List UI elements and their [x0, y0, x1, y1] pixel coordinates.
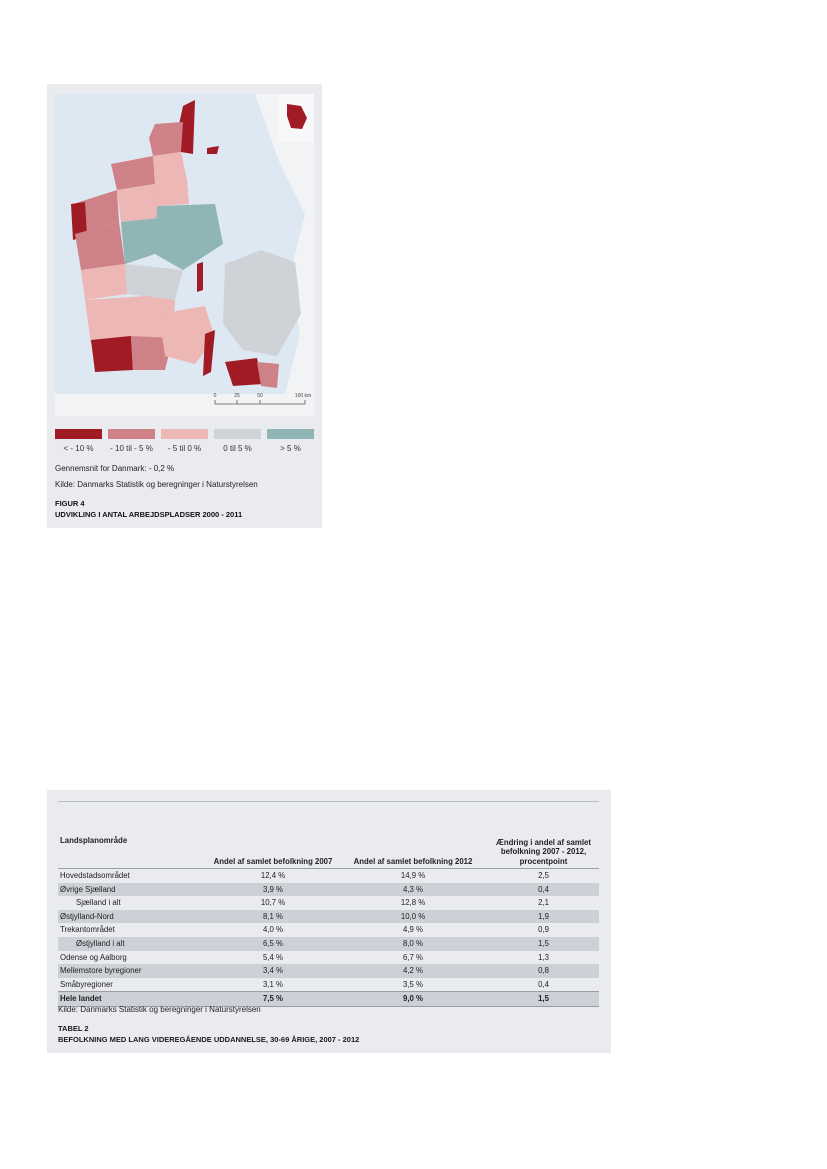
figure-source-note: Kilde: Danmarks Statistik og beregninger i Naturstyrelsen — [55, 480, 258, 489]
scale-label-0: 0 — [213, 393, 217, 399]
legend-label: - 5 til 0 % — [167, 444, 202, 453]
row-change: 1,5 — [488, 937, 599, 951]
row-2012: 4,2 % — [338, 964, 488, 978]
table-row — [58, 964, 599, 978]
col-header-2007: Andel af samlet befolkning 2007 — [208, 802, 338, 869]
denmark-map — [55, 94, 314, 416]
row-name: Hele landet — [58, 992, 208, 1007]
col-header-area: Landsplanområde — [58, 802, 208, 869]
row-name: Mellemstore byregioner — [58, 964, 208, 978]
row-2012: 10,0 % — [338, 910, 488, 924]
row-change: 0,8 — [488, 964, 599, 978]
row-2012: 6,7 % — [403, 952, 423, 962]
row-2012: 12,8 % — [400, 898, 426, 908]
legend-item — [161, 429, 208, 453]
row-2007: 4,0 % — [263, 925, 283, 935]
row-name: Trekantområdet — [60, 925, 115, 935]
row-name: Østjylland i alt — [58, 937, 208, 951]
row-2012: 9,0 % — [338, 992, 488, 1007]
scale-label-25: 25 — [234, 393, 240, 399]
row-2007: 3,4 % — [208, 964, 338, 978]
row-change: 1,5 — [488, 992, 599, 1007]
legend-label: > 5 % — [280, 444, 301, 453]
legend-swatch — [55, 429, 102, 439]
population-table — [58, 801, 599, 1007]
row-2012: 14,9 % — [400, 871, 426, 880]
row-2007: 3,1 % — [263, 979, 283, 989]
table-row — [58, 869, 599, 883]
row-name: Øvrige Sjælland — [58, 883, 208, 897]
table-row — [58, 937, 599, 951]
col-header-2012: Andel af samlet befolkning 2012 — [338, 802, 488, 869]
row-2007: 5,4 % — [263, 952, 283, 962]
row-2012: 4,9 % — [403, 925, 423, 935]
map-legend — [55, 429, 314, 459]
legend-swatch — [214, 429, 261, 439]
row-2007: 12,4 % — [260, 871, 286, 880]
table-caption-title: BEFOLKNING MED LANG VIDEREGÅENDE UDDANNELSE, 30-69 ÅRIGE, 2007 - 2012 — [58, 1035, 360, 1044]
col-header-change: Ændring i andel af samlet befolkning 2007 - 2012, procentpoint — [488, 802, 599, 869]
region-viborg — [117, 184, 159, 222]
legend-item — [108, 429, 155, 453]
table-row — [58, 883, 599, 897]
region-horsens — [125, 264, 183, 300]
table-source-note: Kilde: Danmarks Statistik og beregninger i Naturstyrelsen — [58, 1005, 261, 1014]
row-2007: 6,5 % — [208, 937, 338, 951]
row-name: Odense og Aalborg — [60, 952, 127, 962]
region-north-1 — [149, 122, 183, 156]
legend-label: 0 til 5 % — [223, 444, 252, 453]
row-change: 1,3 — [538, 952, 549, 962]
region-west-2 — [81, 264, 127, 300]
region-aalborg — [153, 152, 187, 184]
legend-label: - 10 til - 5 % — [110, 444, 153, 453]
legend-item — [55, 429, 102, 453]
row-2007: 10,7 % — [260, 898, 286, 908]
row-name: Småbyregioner — [60, 979, 113, 989]
region-tonder — [91, 336, 133, 372]
table-row — [58, 951, 599, 965]
table-row — [58, 910, 599, 924]
table-row — [58, 896, 599, 910]
table-row — [58, 978, 599, 992]
scale-label-50: 50 — [257, 393, 263, 399]
legend-swatch — [267, 429, 314, 439]
figure-caption-title: UDVIKLING I ANTAL ARBEJDSPLADSER 2000 - 2011 — [55, 510, 243, 519]
row-2012: 3,5 % — [403, 979, 423, 989]
table-caption-label: TABEL 2 — [58, 1024, 89, 1033]
figure-caption-label: FIGUR 4 — [55, 499, 85, 508]
row-change: 2,1 — [538, 898, 549, 908]
legend-label: < - 10 % — [63, 444, 94, 453]
row-2012: 4,3 % — [338, 883, 488, 897]
average-note: Gennemsnit for Danmark: - 0,2 % — [55, 464, 175, 473]
row-2007: 8,1 % — [208, 910, 338, 924]
row-change: 0,4 — [488, 883, 599, 897]
row-2007: 3,9 % — [208, 883, 338, 897]
region-mariager — [155, 180, 189, 206]
legend-item — [267, 429, 314, 453]
row-2007: 7,5 % — [208, 992, 338, 1007]
map-svg — [55, 94, 314, 416]
row-change: 1,9 — [488, 910, 599, 924]
scale-label-100: 100 km — [294, 393, 312, 399]
table-row — [58, 923, 599, 937]
row-name: Østjylland-Nord — [58, 910, 208, 924]
legend-item — [214, 429, 261, 453]
region-samso — [197, 262, 203, 292]
legend-swatch — [161, 429, 208, 439]
row-change: 0,9 — [538, 925, 549, 935]
row-name: Hovedstadsområdet — [60, 871, 130, 880]
row-change: 0,4 — [538, 979, 549, 989]
row-2012: 8,0 % — [338, 937, 488, 951]
table-header-row — [58, 802, 599, 869]
row-change: 2,5 — [538, 871, 549, 880]
germany-land — [55, 394, 314, 416]
figure-4-panel — [47, 84, 322, 528]
table-2-panel — [47, 790, 611, 1053]
row-name: Sjælland i alt — [76, 898, 121, 908]
legend-swatch — [108, 429, 155, 439]
